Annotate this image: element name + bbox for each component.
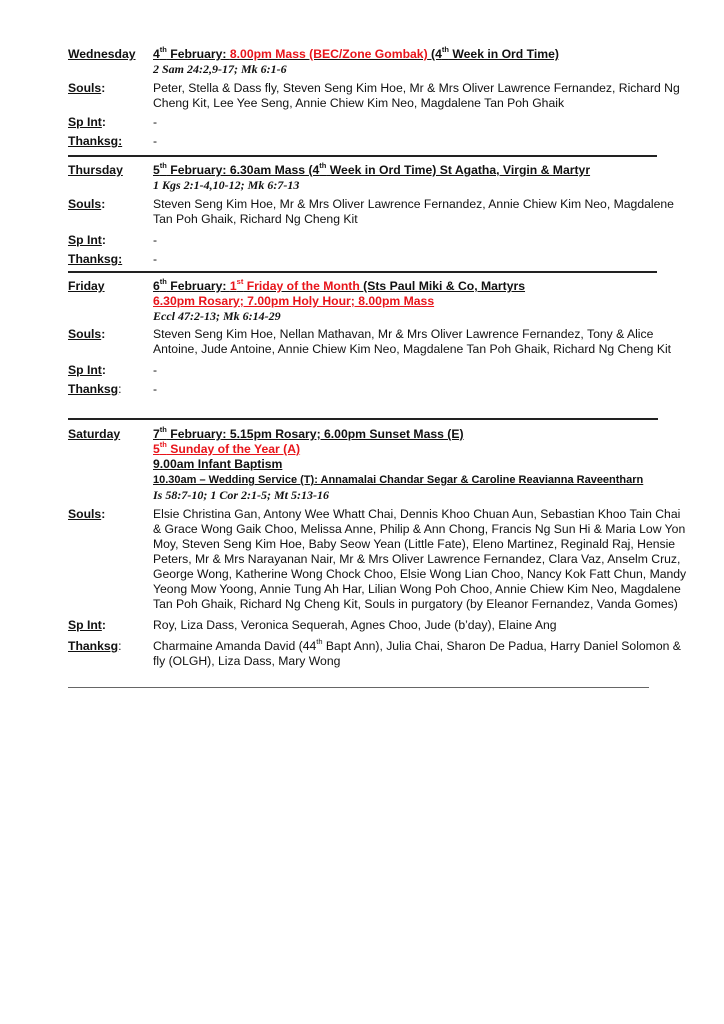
day-title: 4th February: 8.00pm Mass (BEC/Zone Gombak) (4th Week in Ord Time) 2 Sam 24:2,9-17; Mk 6:1-6 xyxy=(153,47,688,77)
spint-label: Sp Int: xyxy=(68,115,106,129)
day-title: 7th February: 5.15pm Rosary; 6.00pm Sunset Mass (E) 5th Sunday of the Year (A) 9.00am Infant Baptism 10.30am – Wedding Service (T): Annamalai Chandar Segar & Caroline Reavianna Raveentharn Is 58:7-10; 1 Cor 2:1-5; Mt 5:13-16 xyxy=(153,427,688,503)
section-divider xyxy=(68,687,649,688)
thanksg-row xyxy=(68,639,688,669)
souls-list: Peter, Stella & Dass fly, Steven Seng Kim Hoe, Mr & Mrs Oliver Lawrence Fernandez, Richard Ng Cheng Kit, Lee Yee Seng, Annie Chiew Kim Neo, Magdalene Tan Poh Ghaik xyxy=(153,81,680,110)
thanksg-list: - xyxy=(153,252,158,266)
section-divider xyxy=(68,271,657,273)
thanksg-row xyxy=(68,134,688,149)
thanksg-row xyxy=(68,382,688,397)
souls-list: Steven Seng Kim Hoe, Mr & Mrs Oliver Lawrence Fernandez, Annie Chiew Kim Neo, Magdalene Tan Poh Ghaik, Richard Ng Cheng Kit xyxy=(153,197,674,226)
day-saturday xyxy=(68,427,688,669)
highlight-text: 1st Friday of the Month xyxy=(229,277,364,293)
spint-list: - xyxy=(153,233,158,247)
sunday-of-year: 5th Sunday of the Year (A) xyxy=(153,440,301,456)
day-heading-row xyxy=(68,427,688,503)
spint-label: Sp Int: xyxy=(68,363,106,377)
day-label: Saturday xyxy=(68,427,121,441)
scripture-reading: Eccl 47:2-13; Mk 6:14-29 xyxy=(153,309,281,323)
day-label: Wednesday xyxy=(68,47,136,61)
thanksg-label: Thanksg: xyxy=(68,134,123,148)
thanksg-row xyxy=(68,252,688,267)
spint-row xyxy=(68,233,688,248)
spint-row xyxy=(68,363,688,378)
thanksg-list: - xyxy=(153,134,158,148)
souls-row xyxy=(68,197,688,227)
scripture-reading: Is 58:7-10; 1 Cor 2:1-5; Mt 5:13-16 xyxy=(153,488,329,502)
day-label: Friday xyxy=(68,279,105,293)
spint-label: Sp Int: xyxy=(68,233,106,247)
souls-list: Elsie Christina Gan, Antony Wee Whatt Chai, Dennis Khoo Chuan Aun, Sebastian Khoo Tain Chai & Grace Wong Gaik Choo, Melissa Anne, Philip & Ann Chong, Francis Ng Sun Hi & Maria Low Yon Moy, Steven Seng Kim Hoe, Baby Seow Yean (Little Fate), Eleno Martinez, Reginald Raj, Hensie Peters, Mr & Mrs Narayanan Nair, Mr & Mrs Oliver Lawrence Fernandez, Clara Vaz, Anselm Cruz, George Wong, Katherine Wong Chock Choo, Elsie Wong Lian Choo, Nancy Kok Fatt Chun, Mandy Yeong Mow Yoong, Annie Tung Ah Har, Lilian Wong Poh Choo, Annie Chiew Kim Neo, Magdalene Tan Poh Ghaik, Richard Ng Cheng Kit, Souls in purgatory (by Eleanor Fernandez, Vanda Gomes) xyxy=(153,507,687,611)
thanksg-label: Thanksg: xyxy=(68,252,123,266)
day-label: Thursday xyxy=(68,163,123,177)
souls-row xyxy=(68,507,688,612)
thanksg-label: Thanksg: xyxy=(68,639,122,653)
thanksg-list: - xyxy=(153,382,158,396)
spint-list: Roy, Liza Dass, Veronica Sequerah, Agnes Choo, Jude (b’day), Elaine Ang xyxy=(153,618,557,632)
souls-label: Souls: xyxy=(68,81,106,95)
spint-row xyxy=(68,115,688,130)
day-heading-row xyxy=(68,47,688,77)
infant-baptism: 9.00am Infant Baptism xyxy=(153,457,283,471)
wedding-service: 10.30am – Wedding Service (T): Annamalai Chandar Segar & Caroline Reavianna Raveentharn xyxy=(153,474,644,486)
day-heading-row xyxy=(68,163,688,193)
thanksg-list: Charmaine Amanda David (44th Bapt Ann), Julia Chai, Sharon De Padua, Harry Daniel Solomon & fly (OLGH), Liza Dass, Mary Wong xyxy=(153,637,681,668)
souls-row xyxy=(68,81,688,111)
spint-list: - xyxy=(153,115,158,129)
day-wednesday xyxy=(68,47,688,149)
souls-row xyxy=(68,327,688,357)
highlight-text: 8.00pm Mass (BEC/Zone Gombak) xyxy=(229,47,428,61)
souls-label: Souls: xyxy=(68,197,106,211)
scripture-reading: 1 Kgs 2:1-4,10-12; Mk 6:7-13 xyxy=(153,178,300,192)
section-divider xyxy=(68,155,657,157)
day-title: 5th February: 6.30am Mass (4th Week in Ord Time) St Agatha, Virgin & Martyr 1 Kgs 2:1-4,10-12; Mk 6:7-13 xyxy=(153,163,688,193)
section-divider xyxy=(68,418,658,420)
service-times: 6.30pm Rosary; 7.00pm Holy Hour; 8.00pm Mass xyxy=(153,294,435,308)
spint-row xyxy=(68,618,688,633)
souls-label: Souls: xyxy=(68,327,106,341)
thanksg-label: Thanksg: xyxy=(68,382,122,396)
day-thursday xyxy=(68,163,688,267)
day-heading-row xyxy=(68,279,688,324)
souls-list: Steven Seng Kim Hoe, Nellan Mathavan, Mr & Mrs Oliver Lawrence Fernandez, Tony & Alice Antoine, Jude Antoine, Annie Chiew Kim Neo, Magdalene Tan Poh Ghaik, Richard Ng Cheng Kit xyxy=(153,327,672,356)
spint-label: Sp Int: xyxy=(68,618,106,632)
day-friday xyxy=(68,279,688,397)
day-title: 6th February: 1st Friday of the Month (Sts Paul Miki & Co, Martyrs 6.30pm Rosary; 7.00pm Holy Hour; 8.00pm Mass Eccl 47:2-13; Mk 6:14-29 xyxy=(153,279,688,324)
scripture-reading: 2 Sam 24:2,9-17; Mk 6:1-6 xyxy=(153,62,287,76)
spint-list: - xyxy=(153,363,158,377)
souls-label: Souls: xyxy=(68,507,106,521)
